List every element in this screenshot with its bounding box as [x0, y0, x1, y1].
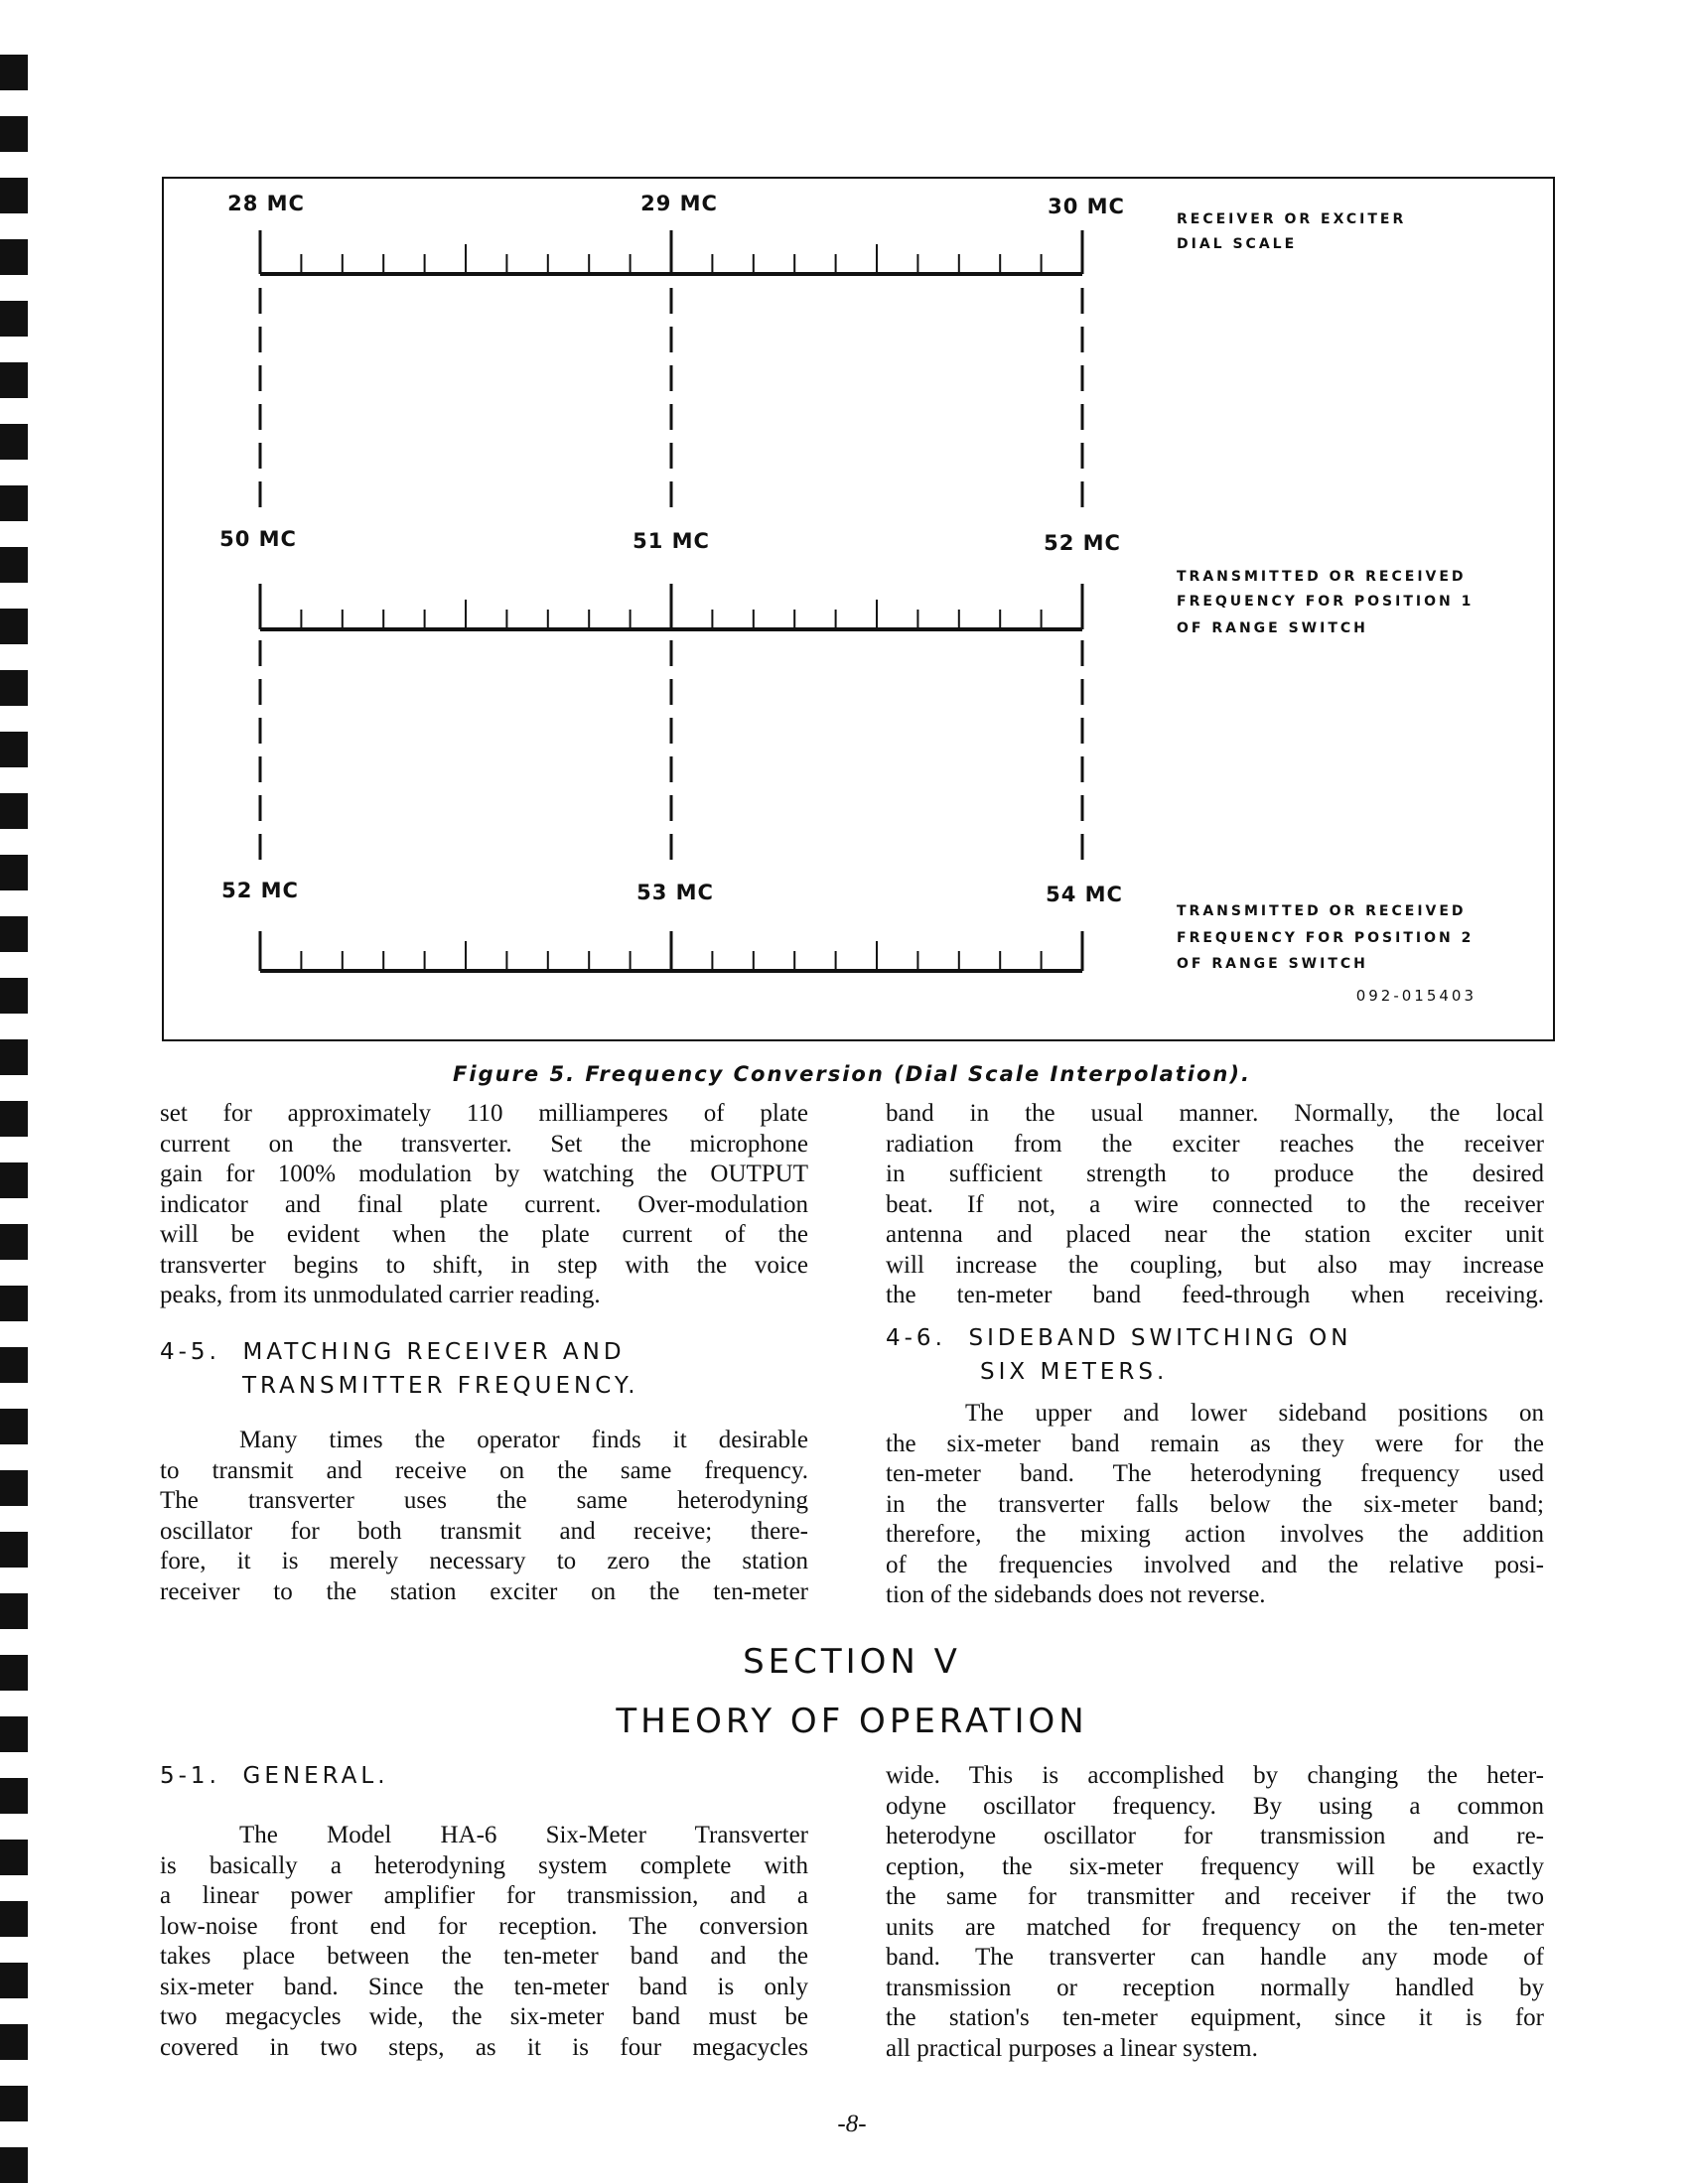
text-line: is basically a heterodyning system complete with: [160, 1851, 808, 1879]
text-line: in the transverter falls below the six-meter band;: [886, 1490, 1544, 1518]
figure-code: 092-015403: [1355, 987, 1477, 1005]
text-line: antenna and placed near the station exciter unit: [886, 1221, 1544, 1248]
binding-hole: [0, 2147, 28, 2183]
binding-hole: [0, 1347, 28, 1383]
text-line: of the frequencies involved and the relative posi-: [886, 1551, 1544, 1578]
heading-5-1: [160, 1759, 389, 1793]
binding-hole: [0, 1224, 28, 1260]
text-line: transverter begins to shift, in step with the voice: [160, 1251, 808, 1279]
binding-hole: [0, 1286, 28, 1321]
text-line: low-noise front end for reception. The conversion: [160, 1912, 808, 1940]
section-4-6-paragraph: [886, 1399, 1544, 1611]
text-line: The upper and lower sideband positions on: [965, 1400, 1544, 1427]
scale1-desc-line2: DIAL SCALE: [1177, 236, 1298, 252]
text-line: six-meter band. Since the ten-meter band is only: [160, 1973, 808, 2000]
heading-title: SIDEBAND SWITCHING ON: [968, 1325, 1352, 1351]
text-line: current on the transverter. Set the microphone: [160, 1130, 808, 1158]
heading-4-6: [886, 1321, 1352, 1389]
page-number: -8-: [837, 2111, 867, 2137]
text-line: band in the usual manner. Normally, the local: [886, 1100, 1544, 1127]
heading-number: 5-1.: [160, 1763, 220, 1789]
binding-hole: [0, 2024, 28, 2060]
scale2-desc-line3: OF RANGE SWITCH: [1177, 620, 1368, 636]
text-line: indicator and final plate current. Over-modulation: [160, 1190, 808, 1218]
section-5-1-paragraph-cont: [886, 1761, 1544, 2064]
text-line: Many times the operator finds it desirable: [239, 1427, 808, 1453]
text-line: set for approximately 110 milliamperes of plate: [160, 1100, 808, 1127]
binding-hole: [0, 1840, 28, 1875]
scale3-desc-line2: FREQUENCY FOR POSITION 2: [1177, 930, 1475, 946]
scale3-desc-line3: OF RANGE SWITCH: [1177, 956, 1368, 972]
text-line: a linear power amplifier for transmission, and a: [160, 1882, 808, 1909]
text-line: radiation from the exciter reaches the receiver: [886, 1130, 1544, 1158]
scale1-label-left: 28 MC: [227, 192, 305, 215]
text-line: the ten-meter band feed-through when receiving.: [886, 1282, 1544, 1308]
text-line: the station's ten-meter equipment, since it is for: [886, 2004, 1544, 2031]
col2-continued-paragraph: [886, 1099, 1544, 1311]
text-line: will increase the coupling, but also may increase: [886, 1251, 1544, 1279]
text-line: in sufficient strength to produce the desired: [886, 1160, 1544, 1187]
text-line: two megacycles wide, the six-meter band must be: [160, 2003, 808, 2030]
section-5-1-paragraph: [160, 1821, 808, 2063]
heading-number: 4-5.: [160, 1339, 220, 1365]
text-line: wide. This is accomplished by changing the heter-: [886, 1762, 1544, 1789]
heading-title-cont: TRANSMITTER FREQUENCY.: [242, 1373, 639, 1399]
binding-hole: [0, 1778, 28, 1814]
text-line: tion of the sidebands does not reverse.: [886, 1581, 1266, 1608]
scale3-label-mid: 53 MC: [636, 881, 714, 904]
binding-hole: [0, 1963, 28, 1998]
text-line: transmission or reception normally handled by: [886, 1974, 1544, 2001]
binding-hole: [0, 1162, 28, 1198]
text-line: to transmit and receive on the same frequency.: [160, 1456, 808, 1484]
binding-hole: [0, 1470, 28, 1506]
section-label: SECTION V: [743, 1642, 961, 1682]
scale3-desc-line1: TRANSMITTED OR RECEIVED: [1177, 903, 1467, 919]
heading-title-cont: SIX METERS.: [980, 1359, 1169, 1385]
text-line: peaks, from its unmodulated carrier reading.: [160, 1282, 601, 1308]
text-line: ten-meter band. The heterodyning frequency used: [886, 1460, 1544, 1487]
text-line: the six-meter band remain as they were for the: [886, 1430, 1544, 1457]
text-line: gain for 100% modulation by watching the OUTPUT: [160, 1160, 808, 1187]
heading-number: 4-6.: [886, 1325, 946, 1351]
text-line: will be evident when the plate current of the: [160, 1221, 808, 1248]
scale2-desc-line1: TRANSMITTED OR RECEIVED: [1177, 569, 1467, 585]
scale1-label-right: 30 MC: [1048, 195, 1125, 218]
scale2-label-mid: 51 MC: [633, 529, 710, 553]
binding-hole: [0, 1101, 28, 1137]
binding-hole: [0, 1593, 28, 1629]
scale1-label-mid: 29 MC: [640, 192, 718, 215]
text-line: units are matched for frequency on the ten-meter: [886, 1913, 1544, 1941]
text-line: odyne oscillator frequency. By using a common: [886, 1792, 1544, 1820]
scale1-desc-line1: RECEIVER OR EXCITER: [1177, 211, 1407, 227]
text-line: fore, it is merely necessary to zero the station: [160, 1548, 808, 1574]
text-line: all practical purposes a linear system.: [886, 2034, 1258, 2062]
scale2-label-right: 52 MC: [1044, 531, 1121, 555]
text-line: beat. If not, a wire connected to the receiver: [886, 1190, 1544, 1218]
text-line: oscillator for both transmit and receive; there-: [160, 1517, 808, 1545]
binding-hole: [0, 1901, 28, 1937]
section-4-5-paragraph: [160, 1426, 808, 1607]
text-line: The transverter uses the same heterodyning: [160, 1487, 808, 1514]
scale2-desc-line2: FREQUENCY FOR POSITION 1: [1177, 594, 1475, 610]
binding-hole: [0, 1532, 28, 1568]
scale3-label-left: 52 MC: [221, 879, 299, 902]
heading-title: MATCHING RECEIVER AND: [242, 1339, 626, 1365]
text-line: therefore, the mixing action involves the addition: [886, 1521, 1544, 1548]
scale3-label-right: 54 MC: [1046, 883, 1123, 906]
text-line: receiver to the station exciter on the ten-meter: [160, 1577, 808, 1605]
binding-hole: [0, 1409, 28, 1444]
text-line: heterodyne oscillator for transmission and re-: [886, 1823, 1544, 1849]
text-line: the same for transmitter and receiver if the two: [886, 1883, 1544, 1910]
text-line: covered in two steps, as it is four megacycles: [160, 2033, 808, 2061]
section-title: THEORY OF OPERATION: [616, 1702, 1088, 1741]
text-line: ception, the six-meter frequency will be exactly: [886, 1852, 1544, 1880]
text-line: takes place between the ten-meter band and the: [160, 1943, 808, 1970]
scale2-label-left: 50 MC: [219, 527, 297, 551]
text-line: band. The transverter can handle any mode of: [886, 1944, 1544, 1971]
heading-title: GENERAL.: [242, 1763, 389, 1789]
text-line: The Model HA-6 Six-Meter Transverter: [239, 1822, 808, 1848]
figure-caption: Figure 5. Frequency Conversion (Dial Scale Interpolation).: [453, 1062, 1251, 1086]
col1-continued-paragraph: [160, 1099, 808, 1311]
heading-4-5: [160, 1335, 639, 1403]
